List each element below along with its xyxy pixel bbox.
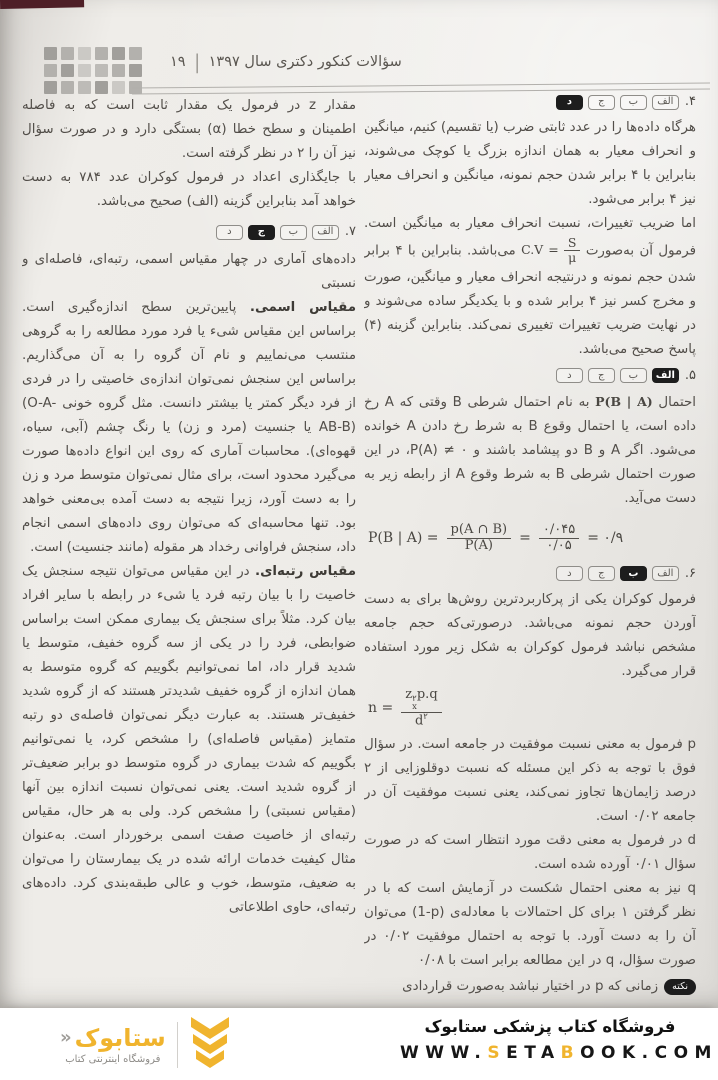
note-row xyxy=(364,975,696,999)
checker-cell xyxy=(95,64,108,77)
url-segment: ETA xyxy=(506,1043,561,1063)
d-exponent: ۲ xyxy=(423,711,428,722)
checker-cell xyxy=(44,81,57,94)
checker-cell xyxy=(61,47,74,60)
checker-cell xyxy=(61,64,74,77)
photo-edge-artifact xyxy=(0,0,84,9)
checker-cell xyxy=(112,64,125,77)
option-badge-jim: ج xyxy=(588,95,615,110)
checker-cell xyxy=(112,47,125,60)
fraction-denominator xyxy=(401,713,441,729)
pq-term: p.q xyxy=(416,686,438,702)
fraction-denominator: ٠/٠۵ xyxy=(546,537,572,553)
chevron-stack-icon xyxy=(189,1016,231,1074)
logo-word-row xyxy=(60,1023,166,1052)
question-5-answer-row xyxy=(364,366,696,386)
logo-text-block xyxy=(60,1023,166,1065)
option-badge-jim: ج xyxy=(588,368,615,383)
nominal-scale-paragraph xyxy=(22,296,356,560)
option-badge-dal: د xyxy=(216,225,243,240)
formula-lhs: n = xyxy=(368,700,394,717)
store-info xyxy=(400,1017,718,1063)
question-7-answer-row xyxy=(22,222,356,242)
option-badge-dal: د xyxy=(556,566,583,581)
checker-cell xyxy=(44,47,57,60)
checker-cell xyxy=(78,81,91,94)
q5-p1-text-after: به نام احتمال شرطی B وقتی که A رخ داده است، یا احتمال وقوع B به شرط رخ دادن A خوانده می‌شود. اگر A و B دو پیشامد باشند و ⁦P(A) ≠ ۰⁩، در این صورت احتمال شرطی B به شرط وقوع A از رابطه زیر به دست می‌آید. xyxy=(364,394,696,506)
note-text: زمانی که p در اختیار نباشد به‌صورت قراردادی xyxy=(402,978,659,994)
q4-paragraph-2 xyxy=(364,212,696,362)
q6-paragraph-1: فرمول کوکران یکی از پرکاربردترین روش‌ها برای به دست آوردن حجم نمونه می‌باشد. درصورتی‌که حجم جامعه مشخص نباشد فرمول کوکران به شکل زیر مورد استفاده قرار می‌گیرد. xyxy=(364,591,696,679)
option-badge-alef: الف xyxy=(312,225,339,240)
cochran-fraction xyxy=(401,688,441,729)
cv-lhs: C.V = xyxy=(521,242,559,258)
q6-paragraph-3: d در فرمول به معنی دقت مورد انتظار است که در صورت سؤال ۰/۰۱ آورده شده است. xyxy=(364,832,696,872)
page-header xyxy=(170,50,402,74)
z-symbol: z xyxy=(405,686,413,702)
ordinal-scale-text: در این مقیاس می‌توان نتیجه سنجش یک خاصیت را با بیان رتبه فرد یا شیء در رابطه با سایر افراد بیان کرد. مثلاً برای سنجش یک بیماری ممکن است براساس ضوابطی، فرد را در یکی از سه گروه خفیف، متوسط یا شدید قرار داد، اما نمی‌توانیم بگوییم که گروه متوسط به همان اندازه از گروه خفیف شدیدتر هستند که از گروه شدید خفیف‌تر هستند. به عبارت دیگر نمی‌توان فاصله‌ی دو رتبه متمایز (مقیاس فاصله‌ای) را مشخص کرد، یا نمی‌توانیم بگوییم که شدت بیماری در گروه متوسط دو برابر ضعیف‌تر از گروه شدید است. یعنی نمی‌توان نسبت اندازه بین آنها (مقیاس نسبتی) را مشخص کرد. ولی به هر حال، مقیاس رتبه‌ای از خاصیت صفت اسمی برخوردار است. به‌عنوان مثال کیفیت خدمات ارائه شده در یک بیمارستان را می‌توان به ضعیف، متوسط، خوب و عالی طبقه‌بندی کرد. داده‌های رتبه‌ای، حاوی اطلاعاتی xyxy=(22,564,356,915)
q6-paragraph-2: p فرمول به معنی نسبت موفقیت در جامعه است. در سؤال فوق با توجه به ذکر این مسئله که نسبت دوقلوزایی از ۲ درصد زایمان‌ها تجاوز نمی‌کند، یعنی نسبت موفقیت آن در جامعه ۰/۰۲ است. xyxy=(364,736,696,824)
left-column xyxy=(22,94,356,1008)
option-badge-be-selected: ب xyxy=(620,566,647,581)
publisher-checker-logo-icon xyxy=(44,47,142,94)
url-segment-highlight: S xyxy=(487,1043,507,1063)
left-paragraph-2: با جایگذاری اعداد در فرمول کوکران عدد ۷۸۴ به دست خواهد آمد بنابراین گزینه (الف) صحیح می‌باشد. xyxy=(22,170,356,209)
question-7-number: ۷. xyxy=(344,224,356,239)
cochran-sample-size-formula xyxy=(364,688,696,729)
left-paragraph-3: داده‌های آماری در چهار مقیاس اسمی، رتبه‌ای، فاصله‌ای و نسبتی xyxy=(22,252,356,291)
option-badge-dal: د xyxy=(556,368,583,383)
checker-cell xyxy=(112,81,125,94)
q4-p2-text-before: اما ضریب تغییرات، نسبت انحراف معیار به میانگین است. فرمول آن به‌صورت xyxy=(364,216,696,259)
option-badge-be: ب xyxy=(280,225,307,240)
fraction-numerator xyxy=(401,688,441,713)
option-badge-alef: الف xyxy=(652,95,679,110)
right-column xyxy=(364,88,696,1008)
formula-result: = ٠/٩ xyxy=(587,530,624,547)
conditional-probability-symbol: P(B | A) xyxy=(595,393,653,409)
q4-p2-text-after: می‌باشد. بنابراین با ۴ برابر شدن حجم نمونه و درنتیجه انحراف معیار و میانگین، صورت و مخرج کسر نیز ۴ برابر شده و با یکدیگر ساده می‌شوند و در نهایت ضریب تغییرات تغییری نمی‌کند. بنابراین گزینه (۴) پاسخ صحیح می‌باشد. xyxy=(364,243,696,357)
checker-cell xyxy=(129,64,142,77)
checker-cell xyxy=(44,64,57,77)
q5-paragraph-1 xyxy=(364,390,696,511)
z-subscript: x xyxy=(412,702,417,713)
checker-cell xyxy=(95,81,108,94)
guillemet-icon: « xyxy=(60,1026,72,1048)
z-exponent: ۲ xyxy=(412,693,417,704)
fraction-numerator: ٠/٠۴۵ xyxy=(539,523,579,539)
fraction-denominator: P(A) xyxy=(464,537,493,553)
question-4-answer-row xyxy=(364,92,696,112)
ordinal-scale-lead: مقیاس رتبه‌ای. xyxy=(255,564,356,579)
nominal-scale-text: پایین‌ترین سطح اندازه‌گیری است. براساس این مقیاس شیء یا فرد مورد مطالعه را به گروهی منتسب می‌نماییم و نام آن گروه را به آن می‌گذاریم. براساس این سنجش نمی‌توان اندازه‌ی خاصیتی را در فردی از فرد دیگر کمتر یا بیشتر دانست. مثل گروه خونی ⁦(O-A-AB-B)⁩ یا جنسیت (مرد و زن) یا رنگ چشم (آبی، سیاه، قهوه‌ای). محاسبات آماری که روی این انواع داده‌ها صورت می‌گیرد محدود است، برای مثال نمی‌توان متوسط مرد و زن را به دست آورد، زیرا نتیجه به دست آمده بی‌معنی خواهد بود. تنها محاسبه‌ای که می‌توان روی داده‌های اسمی انجام داد، سنجش فراوانی رخداد هر مقوله (مانند جنسیت) است. xyxy=(22,300,356,555)
ordinal-scale-paragraph xyxy=(22,560,356,920)
formula-lhs: P(B | A) = xyxy=(368,530,439,547)
option-badge-be: ب xyxy=(620,368,647,383)
store-name: فروشگاه کتاب پزشکی ستابوک xyxy=(424,1017,676,1036)
checker-cell xyxy=(78,64,91,77)
option-badge-dal-selected: د xyxy=(556,95,583,110)
q4-paragraph-1: هرگاه داده‌ها را در عدد ثابتی ضرب (یا تقسیم) کنیم، میانگین و انحراف معیار به همان اندازه بزرگ یا کوچک می‌شوند، بنابراین با ۴ برابر شدن حجم نمونه، میانگین و انحراف معیار نیز ۴ برابر می‌شود. xyxy=(364,120,696,207)
url-segment: WWW. xyxy=(400,1043,488,1063)
option-badge-jim-selected: ج xyxy=(248,225,275,240)
equals-sign: = xyxy=(519,530,531,547)
d-symbol: d xyxy=(414,712,424,728)
page-number: ۱۹ xyxy=(170,54,186,70)
numeric-fraction xyxy=(539,523,579,554)
q6-paragraph-4: q نیز به معنی احتمال شکست در آزمایش است که با در نظر گرفتن ۱ برای کل احتمالات با معادله‌ی ⁦(1-p)⁩ می‌توان آن را به دست آورد. با توجه به احتمال موفقیت ۰/۰۲ در صورت سؤال، q در این مطالعه برابر است با ۰/۰۸ xyxy=(364,880,696,968)
cv-fraction xyxy=(564,236,581,266)
page-title: سؤالات کنکور دکتری سال ۱۳۹۷ xyxy=(208,54,402,70)
option-badge-alef: الف xyxy=(652,566,679,581)
setabook-logo xyxy=(60,1016,231,1074)
q5-p1-text-before: احتمال xyxy=(658,394,696,410)
note-badge: نکته xyxy=(664,979,696,996)
question-6-number: ۶. xyxy=(684,565,696,581)
logo-divider xyxy=(177,1022,178,1068)
store-url xyxy=(400,1043,718,1063)
cv-denominator: μ xyxy=(568,250,577,266)
option-badge-alef-selected: الف xyxy=(652,368,679,383)
probability-fraction xyxy=(447,523,512,554)
logo-tagline: فروشگاه اینترنتی کتاب xyxy=(65,1053,161,1065)
url-segment-highlight: B xyxy=(560,1043,581,1063)
nominal-scale-lead: مقیاس اسمی. xyxy=(249,300,356,315)
conditional-probability-formula xyxy=(364,523,696,554)
checker-cell xyxy=(61,81,74,94)
url-segment: OOK.COM xyxy=(580,1043,718,1063)
fraction-numerator: p(A ∩ B) xyxy=(447,523,512,539)
question-5-number: ۵. xyxy=(684,367,696,383)
question-4-number: ۴. xyxy=(684,94,696,109)
footer-band xyxy=(0,1008,718,1080)
question-6-answer-row xyxy=(364,564,696,584)
cv-inline-formula xyxy=(521,235,580,266)
checker-cell xyxy=(95,47,108,60)
checker-cell xyxy=(78,47,91,60)
left-paragraph-1: مقدار z در فرمول یک مقدار ثابت است که به فاصله اطمینان و سطح خطا (α) بستگی دارد و در صورت سؤال نیز آن را ۲ در نظر گرفته است. xyxy=(22,98,356,161)
option-badge-be: ب xyxy=(620,95,647,110)
header-separator: | xyxy=(194,50,200,74)
cv-numerator: S xyxy=(564,236,581,251)
option-badge-jim: ج xyxy=(588,566,615,581)
logo-wordmark: ستابوک xyxy=(74,1023,166,1052)
checker-cell xyxy=(129,47,142,60)
